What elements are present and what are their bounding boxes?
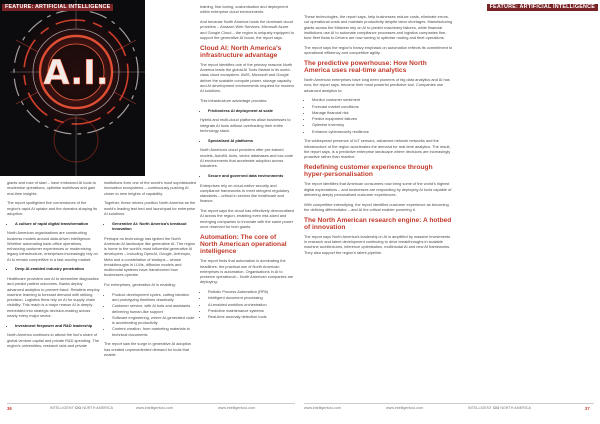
section-heading: Automation: The core of North American operational intelligence (200, 233, 287, 256)
list-item: • Product development cycles, cutting ideation and prototyping timelines drastically (112, 292, 196, 303)
paragraph: North America's cloud providers offer pre-trained models, AutoML tools, vector databases and low-code AI environments that accelerate adoption across industries. (200, 147, 294, 169)
hero-image (0, 0, 145, 176)
paragraph: training, fine-tuning, customisation and deployment within enterprise cloud environments. (200, 4, 288, 15)
paragraph: With competitive intensifying, the report identifies customer experience as becoming the defining differentiator – and AI the critical enabler powering it. (304, 201, 449, 212)
right-col-1 (304, 14, 454, 259)
footer-url[interactable]: www.intelligentcio.com (304, 406, 342, 410)
list-item-title: • A culture of rapid digital transformation (15, 221, 100, 226)
list-item: • Robotic Process Automation (RPA) (208, 289, 295, 294)
paragraph: North American organisations are constructing business models around data-driven intelligence. Whether automating back-office operations, enhancing customer experiences or modernising legacy infrastructure, enterprises increasingly rely on AI to remain competitive in a fast-moving market. (7, 230, 98, 262)
hero-ai-graphic (0, 0, 145, 176)
paragraph: The report identifies that American consumers now bring some of the world's highest digital expectations – and businesses are responding by deploying AI tools capable of delivering deeply personalised customer experiences. (304, 181, 452, 197)
list-item: • Monitor customer sentiment (312, 97, 454, 102)
list-item: • Predictive maintenance systems (208, 308, 295, 313)
list-item-title: • Generative AI: North America's breakout innovation (112, 221, 196, 232)
list-item: • Manage financial risk (312, 110, 454, 115)
paragraph: Perhaps no technology has ignited the North American AI landscape like generative AI. The region is home to the world's most influential generative AI developers – including OpenAI, Google, Anthropic, Meta and a constellation of startups – whose breakthroughs in LLMs, diffusion models and multimodal systems have transformed how businesses operate. (104, 235, 196, 278)
list-item: • Predict equipment failures (312, 116, 454, 121)
section-heading: The North American research engine: A hotbed of innovation (304, 216, 452, 231)
paragraph: North America continues to attract the lion's share of global venture capital and private R&D spending. The region's universities, research labs and private (7, 332, 100, 348)
paragraph: This infrastructure advantage provides: (200, 97, 268, 103)
paragraph: giants and rose of start – have embraced AI tools to modernise operations, optimise workflows and gain real-time insights. (7, 180, 96, 196)
footer-page-number: 36 (7, 406, 12, 411)
paragraph: These technologies, the report says, help businesses reduce costs, eliminate errors, cut operational costs and maintain productivity despite labor shortages. Manufacturing giants across the Midwest rely on AI to predict machinery failures, while financial institutions use AI to automate compliance processes and logistics companies fine-tune fleet flows to Drivers are now turning to optimise routing and fleet operations. (304, 14, 453, 40)
section-heading: The predictive powerhouse: How North America uses real-time analytics (304, 59, 427, 74)
paragraph: North American enterprises have long been pioneers of big data analytics and AI has now, the report says, become their most powerful predictive tool. Companies use advanced analytics to: (304, 77, 450, 93)
paragraph: The report says North America's leadership in AI is amplified by massive investments in research and talent development continuing to drive breakthroughs in scalable machine architectures, inference optimisation, multimodal AI and new AI frameworks. They also support the region's talent pipeline. (304, 233, 451, 255)
list-item: • Customer service, with AI bots and assistants delivering human-like support (112, 303, 196, 314)
footer-page-number: 37 (585, 406, 590, 411)
paragraph: And because North America hosts the dominant cloud providers – Amazon Web Services, Microsoft Azure and Google Cloud – the region is uniquely equipped to support the generative AI boom, the report says. (200, 19, 294, 40)
list-item: • AI-enabled workflow orchestration (208, 302, 295, 307)
paragraph: The report says the region's heavy emphasis on automation reflects its commitment to operational efficiency and competitive agility. (304, 44, 453, 55)
footer-brand: INTELLIGENT CIO NORTH AMERICA (468, 406, 531, 410)
list-item: • Real-time anomaly detection tools (208, 314, 295, 319)
paragraph: Hybrid and multi-cloud platforms allow businesses to integrate AI tools without overhauling their entire technology stack. (200, 117, 291, 133)
footer-brand: INTELLIGENT CIO NORTH AMERICA (50, 406, 113, 410)
list-item: • Optimise inventory (312, 122, 454, 127)
paragraph: Together, these drivers position North America as the world's leading test bed and launchpad for enterprise AI solutions. (104, 200, 196, 216)
paragraph: The report spotlighted five cornerstones of the region's rapid AI uptake and the domains shaping its adoption: (7, 200, 98, 216)
paragraph: The widespread presence of IoT sensors, advanced network networks and the infrastructure of the region accelerates the demand for real-time analytics. The result, the report says, is a predictive enterprise landscape where decisions are increasingly proactive rather than reactive. (304, 138, 451, 160)
paragraph: For enterprises, generative AI is enabling: (104, 282, 176, 287)
section-tag-left: FEATURE: ARTIFICIAL INTELLIGENCE (2, 4, 113, 11)
list-item-title: • Deep AI-enabled industry penetration (15, 266, 100, 271)
left-col-3 (200, 4, 295, 324)
list-item: • Intelligent document processing (208, 295, 295, 300)
paragraph: The report finds that automation is dominating the headlines: the practical use of North American enterprises is automation. Organisations in AI to preserve operational – North American companies are deploying: (200, 258, 294, 285)
list-item: • Forecast market conditions (312, 104, 454, 109)
left-col-1 (7, 180, 100, 353)
section-tag-right: FEATURE: ARTIFICIAL INTELLIGENCE (487, 4, 598, 11)
automation-list (200, 289, 295, 319)
footer-divider (7, 403, 295, 404)
section-heading: Cloud AI: North America's infrastructure advantage (200, 44, 282, 59)
footer-url[interactable]: www.intelligentcio.com (386, 406, 424, 410)
analytics-list (304, 97, 454, 134)
paragraph: The report says the cloud has effectively democratised AI across the region, enabling even mid-sized and emerging companies to innovate with the same power once reserved for tech giants. (200, 208, 295, 229)
list-item: • Content creation, from marketing materials to technical documents (112, 326, 196, 337)
section-heading: Redefining customer experience through hyper-personalisation (304, 163, 433, 179)
paragraph: The report saw the surge in generative AI adoption has created unprecedented demand for tools that enable (104, 341, 192, 357)
hero-ai-text: A.I. (43, 53, 109, 93)
list-item: • Software engineering, where AI-generated code is accelerating productivity (112, 315, 196, 326)
paragraph: Enterprises rely on cloud-native security and compliance frameworks to meet stringent regulatory standards – critical in sectors like healthcare and finance. (200, 182, 290, 204)
footer-url[interactable]: www.intelligentcio.com (218, 406, 256, 410)
paragraph: The report identifies one of the primary reasons North America leads the global AI Tools Market is its world-class cloud ecosystem. AWS, Microsoft and Google deliver the scalable compute power, storage capacity and AI development environments required for modern AI solutions. (200, 61, 295, 94)
footer-divider (304, 403, 594, 404)
paragraph: institutions form one of the world's most sophisticated innovation ecosystems – continuously pushing AI closer to new heights of capability. (104, 180, 196, 196)
list-item-title: • Frictionless AI deployment at scale (208, 108, 295, 113)
footer-url[interactable]: www.intelligentcio.com (136, 406, 174, 410)
list-item-title: • Investment firepower and R&D leadership (15, 323, 100, 328)
list-item-title: • Specialised AI platforms (208, 138, 295, 143)
generative-ai-list (104, 292, 196, 337)
list-item: • Enhance cybersecurity resilience (312, 129, 454, 134)
left-col-2 (104, 180, 196, 362)
right-page (300, 0, 600, 424)
list-item-title: • Secure and governed data environments (208, 173, 295, 178)
paragraph: Healthcare providers use AI to streamline diagnostics and predict patient outcomes. Banks deploy advanced analytics to prevent fraud. Retailers employ machine learning to forecast demand with striking precision. Logistics firms rely on AI for supply chain visibility. This reach is a major reason AI is deeply embedded into strategic decision-making across nearly every major sector. (7, 276, 100, 318)
